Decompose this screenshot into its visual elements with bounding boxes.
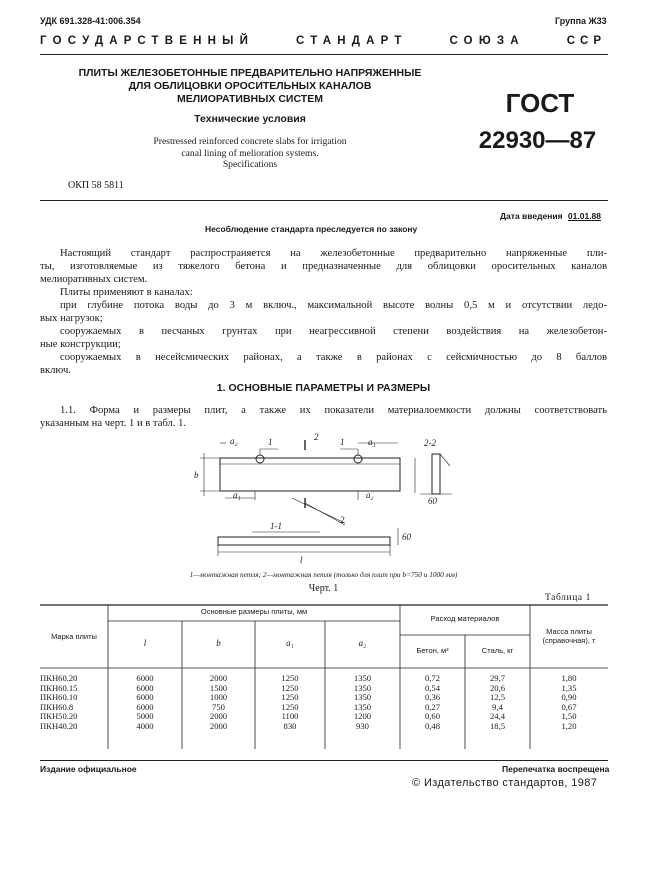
- table-cell: 2000: [209, 711, 228, 721]
- slab-outline: [220, 458, 400, 491]
- p1-line-2: ты, изготовляемые из тяжелого бетона и предназначенные для облицовки оросительных каналов: [40, 261, 607, 272]
- intro-date-label: Дата введения: [500, 211, 563, 221]
- official-edition: Издание официальное: [40, 764, 137, 774]
- th-concrete: Бетон, м³: [416, 646, 449, 655]
- header-rule: [40, 54, 608, 55]
- udk-code: УДК 691.328-41:006.354: [40, 16, 141, 26]
- p2-item-2-line-1: сооружаемых в песчаных грунтах при неагрессивной степени воздействия на железобетон-: [60, 326, 607, 337]
- copyright: © Издательство стандартов, 1987: [412, 777, 598, 789]
- table-cell: 0,60: [424, 711, 441, 721]
- label-section-22: 2-2: [424, 438, 436, 448]
- title-line-2: ДЛЯ ОБЛИЦОВКИ ОРОСИТЕЛЬНЫХ КАНАЛОВ: [128, 80, 372, 92]
- standard-word-3: СОЮЗА: [449, 35, 525, 47]
- table-cell: 6000: [136, 701, 154, 712]
- p2-item-3-line-2: включ.: [40, 365, 71, 376]
- table-cell: 12,5: [489, 692, 506, 702]
- p2-item-1-line-2: вых нагрузок;: [40, 313, 103, 324]
- label-a1-bottom: a₁: [233, 490, 241, 500]
- loop-1-symbol: [256, 455, 264, 463]
- table-cell: 930: [356, 720, 369, 731]
- label-loop-1: 1: [268, 437, 273, 447]
- label-loop-1b: 1: [340, 437, 345, 447]
- table-cell-mark: ПКН50.20: [40, 711, 78, 721]
- table-row: [40, 722, 608, 732]
- title-line-1: ПЛИТЫ ЖЕЛЕЗОБЕТОННЫЕ ПРЕДВАРИТЕЛЬНО НАПРЯЖЕННЫЕ: [78, 67, 422, 79]
- title-subtitle: Технические условия: [194, 113, 306, 125]
- table-cell: 2000: [209, 673, 228, 683]
- label-section-11: 1-1: [270, 521, 282, 531]
- drawing-caption: 1—монтажная петля; 2—монтажная петля (только для плит при b=750 и 1000 мм): [189, 570, 458, 579]
- standard-header-line: [40, 35, 606, 47]
- gost-label: ГОСТ: [505, 88, 575, 118]
- table-cell: 1500: [209, 682, 228, 693]
- label-b: b: [194, 470, 199, 480]
- section-title: 1. ОСНОВНЫЕ ПАРАМЕТРЫ И РАЗМЕРЫ: [216, 382, 431, 394]
- label-2-bottom: 2: [340, 515, 345, 525]
- table-cell-mark: ПКН60.15: [40, 682, 78, 693]
- label-a1-top: a₁: [368, 437, 376, 447]
- p2-lead: Плиты применяют в каналах:: [60, 287, 193, 298]
- body-text: [40, 247, 607, 377]
- table-cell: 0,67: [561, 701, 577, 712]
- table-cell-mark: ПКН60.8: [40, 701, 74, 712]
- p1-line-3: мелиоративных систем.: [40, 274, 148, 285]
- p3-line-2: указанным на черт. 1 и в табл. 1.: [40, 418, 187, 429]
- label-dim-60b: 60: [402, 532, 411, 542]
- table-cell: 1000: [209, 692, 228, 702]
- table-cell: 6000: [136, 692, 154, 702]
- table-cell-mark: ПКН60.10: [40, 692, 78, 702]
- table-cell: 1350: [353, 692, 372, 702]
- en-line-3: Specifications: [222, 159, 278, 170]
- standard-word-4: ССР: [566, 35, 606, 47]
- standard-word-1: ГОСУДАРСТВЕННЫЙ: [40, 35, 255, 47]
- table-row: [40, 684, 608, 694]
- p2-item-3-line-1: сооружаемых в несейсмических районах, а также в районах с сейсмичностью до 8 баллов: [60, 352, 607, 363]
- table-cell: 0,27: [424, 701, 441, 712]
- label-dim-60: 60: [428, 496, 437, 506]
- label-mark-2: 2: [314, 432, 319, 442]
- table-cell: 6000: [136, 682, 154, 693]
- table-cell-mark: ПКН60.20: [40, 673, 78, 683]
- th-dims: Основные размеры плиты, мм: [200, 607, 308, 616]
- table-cell: 1,50: [561, 711, 577, 721]
- footer-rule: [40, 760, 608, 761]
- th-mass: Масса плиты (справочная), т: [542, 627, 596, 645]
- p2-item-1-line-1: при глубине потока воды до 3 м включ., максимальной высоте волны 0,5 м и отсутствии ледо-: [60, 300, 607, 311]
- table-cell: 1250: [281, 682, 299, 693]
- table-cell: 24,4: [489, 711, 506, 721]
- table-cell: 4000: [136, 720, 154, 731]
- table-cell: 0,90: [561, 692, 577, 702]
- p2-item-2-line-2: ные конструкции;: [40, 339, 121, 350]
- section-11-profile: [218, 537, 390, 545]
- th-l: l: [143, 638, 147, 648]
- table-cell: 0,36: [424, 692, 441, 702]
- table-cell: 1,80: [561, 673, 577, 683]
- table-cell: 9,4: [492, 701, 503, 712]
- label-a2-bottom: a₂: [366, 490, 374, 500]
- table-row: [40, 703, 608, 713]
- p3-line-1: 1.1. Форма и размеры плит, а также их показатели материалоемкости должны соответствовать: [60, 405, 607, 416]
- document-title: [60, 67, 440, 126]
- reprint-note: Перепечатка воспрещена: [502, 764, 610, 774]
- th-a2: a₂: [358, 638, 367, 648]
- table-cell-mark: ПКН40.20: [40, 720, 78, 731]
- table-row: [40, 674, 608, 684]
- table-row: [40, 693, 608, 703]
- table-cell: 18,5: [489, 720, 506, 731]
- table-cell: 0,54: [424, 682, 441, 693]
- table-cell: 0,72: [424, 673, 441, 683]
- table-cell: 1,35: [561, 682, 577, 693]
- th-mark: Марка плиты: [51, 632, 97, 641]
- table-cell: 0,48: [424, 720, 441, 731]
- table-body: [40, 674, 608, 731]
- table-cell: 29,7: [489, 673, 506, 683]
- intro-date: [500, 211, 601, 221]
- th-b: b: [216, 638, 221, 648]
- group-code: Группа Ж33: [555, 16, 607, 26]
- table-cell: 1,20: [561, 720, 577, 731]
- table-cell: 1100: [281, 711, 299, 721]
- table-cell: 1350: [353, 682, 372, 693]
- table-cell: 6000: [136, 673, 154, 683]
- table-cell: 1200: [353, 711, 372, 721]
- gost-number: 22930—87: [478, 127, 597, 154]
- table-cell: 830: [283, 720, 297, 731]
- table-cell: 5000: [136, 711, 154, 721]
- standard-word-2: СТАНДАРТ: [295, 35, 408, 47]
- table-cell: 1250: [281, 701, 299, 712]
- okp-code: ОКП 58 5811: [68, 180, 124, 191]
- label-l: l: [300, 555, 303, 565]
- violation-note: Несоблюдение стандарта преследуется по закону: [205, 224, 418, 234]
- loop-2-symbol: [354, 455, 362, 463]
- label-a2-top: a₂: [230, 436, 238, 446]
- section-22-profile: [432, 454, 440, 494]
- en-line-2: canal lining of melioration systems.: [181, 147, 319, 159]
- table-cell: 1350: [353, 701, 372, 712]
- th-steel: Сталь, кг: [481, 646, 514, 655]
- table-cell: 1250: [281, 692, 299, 702]
- title-rule: [40, 200, 608, 201]
- table-cell: 2000: [209, 720, 228, 731]
- intro-date-value: 01.01.88: [567, 211, 602, 221]
- section-text: [40, 404, 607, 430]
- table-cell: 1250: [281, 673, 299, 683]
- drawing-name: Черт. 1: [308, 583, 339, 594]
- table-cell: 20,6: [489, 682, 506, 693]
- table-row: [40, 712, 608, 722]
- table-cell: 1350: [353, 673, 372, 683]
- th-consumption: Расход материалов: [430, 614, 500, 623]
- th-a1: a₁: [286, 638, 294, 648]
- data-table: [40, 674, 608, 731]
- drawing-1: [180, 428, 480, 578]
- english-title: [70, 136, 430, 171]
- table-title: Таблица 1: [545, 593, 592, 603]
- table-cell: 750: [212, 701, 225, 712]
- title-line-3: МЕЛИОРАТИВНЫХ СИСТЕМ: [177, 93, 323, 105]
- en-line-1: Prestressed reinforced concrete slabs for irrigation: [153, 136, 347, 147]
- p1-line-1: Настоящий стандарт распространяется на железобетонные предварительно напряженные пли-: [60, 248, 607, 259]
